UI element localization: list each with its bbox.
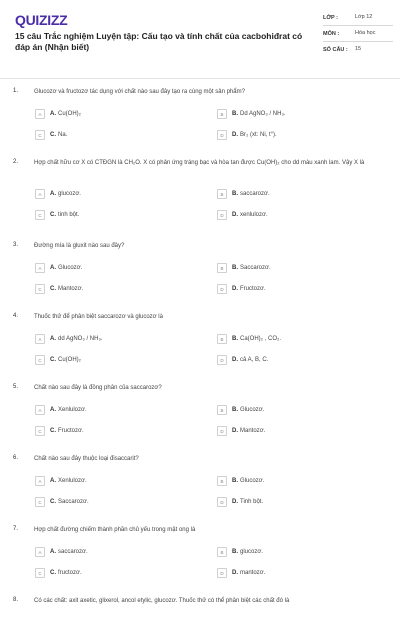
question-text: Thuốc thử để phân biệt saccarozơ và glucozơ là xyxy=(34,314,163,320)
question-item xyxy=(0,88,400,159)
question-text: Glucozơ và fructozơ tác dụng với chất nào sau đây tạo ra cùng một sản phẩm? xyxy=(34,89,245,95)
option-label: C. xyxy=(50,499,56,505)
option-text xyxy=(232,499,263,505)
option-letter-box: D xyxy=(217,568,227,578)
meta-count-row xyxy=(323,42,393,57)
option-text xyxy=(50,478,87,484)
answer-option-a[interactable] xyxy=(35,263,82,273)
question-item xyxy=(0,597,400,627)
option-value: Cu(OH)₂ xyxy=(58,111,81,117)
worksheet-title: 15 câu Trắc nghiệm Luyện tập: Cấu tạo và tính chất của cacbohiđrat có đáp án (Nhận biết) xyxy=(15,31,303,52)
question-text: Có các chất: axit axetic, glixerol, ancol etylic, glucozơ. Thuốc thử có thể phân biệt các chất đó là xyxy=(34,598,290,604)
question-item xyxy=(0,384,400,455)
option-text xyxy=(50,499,89,505)
option-value: Tinh bột. xyxy=(240,499,264,505)
answer-option-a[interactable] xyxy=(35,547,88,557)
option-letter-box: C xyxy=(35,355,45,365)
option-letter-box: D xyxy=(217,210,227,220)
option-value: xenlulozơ. xyxy=(240,212,268,218)
option-value: Glucozơ. xyxy=(58,265,83,271)
option-text xyxy=(50,357,81,363)
question-number: 8. xyxy=(13,597,19,603)
question-number: 4. xyxy=(13,313,19,319)
answer-option-b[interactable] xyxy=(217,263,271,273)
option-text xyxy=(232,132,277,138)
question-item xyxy=(0,242,400,313)
option-letter-box: B xyxy=(217,189,227,199)
option-letter-box: C xyxy=(35,497,45,507)
option-value: Xenlulozơ. xyxy=(58,407,87,413)
option-value: saccarozơ. xyxy=(58,549,88,555)
option-text xyxy=(50,191,81,197)
option-label: D. xyxy=(232,570,238,576)
option-value: dd AgNO₃ / NH₃. xyxy=(58,336,103,342)
option-value: glucozơ. xyxy=(240,549,263,555)
question-number: 1. xyxy=(13,88,19,94)
option-text xyxy=(232,549,263,555)
question-number: 3. xyxy=(13,242,19,248)
option-letter-box: A xyxy=(35,547,45,557)
option-letter-box: A xyxy=(35,405,45,415)
option-value: tinh bột. xyxy=(58,212,80,218)
option-value: Saccarozơ. xyxy=(240,265,271,271)
option-value: Br₂ (xt: Ni, t°). xyxy=(240,132,277,138)
option-label: C. xyxy=(50,570,56,576)
option-letter-box: B xyxy=(217,405,227,415)
option-text xyxy=(232,212,268,218)
option-letter-box: D xyxy=(217,426,227,436)
option-text xyxy=(232,336,281,342)
meta-count-value: 15 xyxy=(355,46,362,52)
option-label: C. xyxy=(50,132,56,138)
answer-option-d[interactable] xyxy=(217,497,263,507)
option-value: Fructozơ. xyxy=(58,428,84,434)
option-text xyxy=(232,191,270,197)
answer-option-a[interactable] xyxy=(35,109,81,119)
question-number: 6. xyxy=(13,455,19,461)
option-text xyxy=(50,212,79,218)
option-letter-box: C xyxy=(35,130,45,140)
answer-option-b[interactable] xyxy=(217,547,263,557)
option-letter-box: B xyxy=(217,263,227,273)
option-letter-box: C xyxy=(35,210,45,220)
option-letter-box: D xyxy=(217,355,227,365)
answer-option-a[interactable] xyxy=(35,476,87,486)
option-label: A. xyxy=(50,549,56,555)
question-text: Đường mía là gluxit nào sau đây? xyxy=(34,243,125,249)
option-letter-box: D xyxy=(217,497,227,507)
option-value: saccarozơ. xyxy=(240,191,270,197)
option-value: cả A, B, C. xyxy=(240,357,269,363)
question-text: Chất nào sau đây thuộc loại đisaccarit? xyxy=(34,456,139,462)
meta-class-value: Lớp 12 xyxy=(355,14,373,20)
option-label: A. xyxy=(50,111,56,117)
option-label: D. xyxy=(232,286,238,292)
option-text xyxy=(50,428,84,434)
answer-option-d[interactable] xyxy=(217,130,277,140)
option-text xyxy=(232,478,264,484)
meta-subject-value: Hóa học xyxy=(355,30,376,36)
question-item xyxy=(0,455,400,526)
answer-option-b[interactable] xyxy=(217,476,264,486)
answer-option-d[interactable] xyxy=(217,355,268,365)
option-label: A. xyxy=(50,478,56,484)
answer-option-b[interactable] xyxy=(217,334,281,344)
option-label: B. xyxy=(232,407,238,413)
answer-option-c[interactable] xyxy=(35,497,89,507)
option-label: C. xyxy=(50,357,56,363)
option-text xyxy=(50,286,83,292)
answer-option-a[interactable] xyxy=(35,405,87,415)
question-text: Hợp chất đường chiếm thành phần chủ yếu trong mật ong là xyxy=(34,527,196,533)
option-text xyxy=(50,265,82,271)
option-letter-box: A xyxy=(35,334,45,344)
option-value: Dd AgNO₃ / NH₃. xyxy=(240,111,286,117)
meta-info-box xyxy=(323,10,393,57)
answer-option-d[interactable] xyxy=(217,568,265,578)
option-label: C. xyxy=(50,212,56,218)
option-label: D. xyxy=(232,132,238,138)
option-value: glucozơ. xyxy=(58,191,81,197)
option-label: B. xyxy=(232,265,238,271)
question-item xyxy=(0,159,400,242)
option-label: A. xyxy=(50,191,56,197)
meta-class-row xyxy=(323,10,393,26)
option-letter-box: A xyxy=(35,263,45,273)
option-label: B. xyxy=(232,336,238,342)
option-text xyxy=(232,428,265,434)
header-divider xyxy=(0,78,400,79)
option-text xyxy=(232,265,271,271)
question-item xyxy=(0,313,400,384)
option-text xyxy=(232,286,266,292)
option-label: A. xyxy=(50,336,56,342)
option-letter-box: B xyxy=(217,476,227,486)
meta-subject-label: MÔN : xyxy=(323,31,340,37)
question-item xyxy=(0,526,400,597)
answer-option-b[interactable] xyxy=(217,109,286,119)
meta-class-label: LỚP : xyxy=(323,15,338,21)
option-value: Glucozơ. xyxy=(240,407,265,413)
option-letter-box: A xyxy=(35,109,45,119)
answer-option-b[interactable] xyxy=(217,189,270,199)
answer-option-a[interactable] xyxy=(35,189,81,199)
worksheet-header xyxy=(0,0,400,80)
option-label: D. xyxy=(232,357,238,363)
option-value: Glucozơ. xyxy=(240,478,265,484)
option-text xyxy=(50,336,103,342)
option-label: D. xyxy=(232,499,238,505)
answer-option-c[interactable] xyxy=(35,568,82,578)
option-letter-box: B xyxy=(217,109,227,119)
option-letter-box: B xyxy=(217,334,227,344)
option-letter-box: D xyxy=(217,130,227,140)
answer-option-d[interactable] xyxy=(217,284,266,294)
meta-subject-row xyxy=(323,26,393,42)
option-label: C. xyxy=(50,286,56,292)
option-text xyxy=(50,549,88,555)
option-value: Cu(OH)₂ xyxy=(58,357,81,363)
option-label: D. xyxy=(232,428,238,434)
option-label: A. xyxy=(50,265,56,271)
answer-option-d[interactable] xyxy=(217,210,268,220)
option-value: Na. xyxy=(58,132,68,138)
option-text xyxy=(232,111,286,117)
option-text xyxy=(50,111,81,117)
answer-option-c[interactable] xyxy=(35,284,83,294)
option-text xyxy=(232,407,264,413)
answer-option-d[interactable] xyxy=(217,426,265,436)
option-text xyxy=(232,570,265,576)
option-letter-box: A xyxy=(35,189,45,199)
option-letter-box: C xyxy=(35,568,45,578)
answer-option-c[interactable] xyxy=(35,355,81,365)
option-text xyxy=(232,357,268,363)
option-letter-box: C xyxy=(35,284,45,294)
option-label: A. xyxy=(50,407,56,413)
option-text xyxy=(50,407,87,413)
option-label: B. xyxy=(232,478,238,484)
meta-count-label: SỐ CÂU : xyxy=(323,47,348,53)
answer-option-c[interactable] xyxy=(35,130,67,140)
option-text xyxy=(50,132,67,138)
option-label: B. xyxy=(232,191,238,197)
option-value: Xenlulozơ. xyxy=(58,478,87,484)
option-value: Ca(OH)₂ , CO₂. xyxy=(240,336,281,342)
option-letter-box: B xyxy=(217,547,227,557)
option-label: D. xyxy=(232,212,238,218)
answer-option-c[interactable] xyxy=(35,426,84,436)
question-text: Hợp chất hữu cơ X có CTĐGN là CH₂O. X có phản ứng tráng bạc và hòa tan được Cu(OH)₂ cho dd màu xanh lam. Vậy X là xyxy=(34,160,365,166)
question-text: Chất nào sau đây là đồng phân của saccarozơ? xyxy=(34,385,162,391)
question-number: 5. xyxy=(13,384,19,390)
answer-option-c[interactable] xyxy=(35,210,79,220)
option-value: fructozơ. xyxy=(58,570,82,576)
option-value: Fructozơ. xyxy=(240,286,266,292)
option-label: B. xyxy=(232,549,238,555)
quizizz-logo: QUIZIZZ xyxy=(15,12,68,28)
option-letter-box: D xyxy=(217,284,227,294)
answer-option-b[interactable] xyxy=(217,405,264,415)
question-number: 2. xyxy=(13,159,19,165)
question-number: 7. xyxy=(13,526,19,532)
option-letter-box: C xyxy=(35,426,45,436)
option-label: C. xyxy=(50,428,56,434)
option-label: B. xyxy=(232,111,238,117)
option-value: Mantozơ. xyxy=(58,286,84,292)
option-value: Mantozơ. xyxy=(240,428,266,434)
answer-option-a[interactable] xyxy=(35,334,103,344)
option-letter-box: A xyxy=(35,476,45,486)
option-value: mantozơ. xyxy=(240,570,266,576)
option-text xyxy=(50,570,82,576)
option-value: Saccarozơ. xyxy=(58,499,89,505)
